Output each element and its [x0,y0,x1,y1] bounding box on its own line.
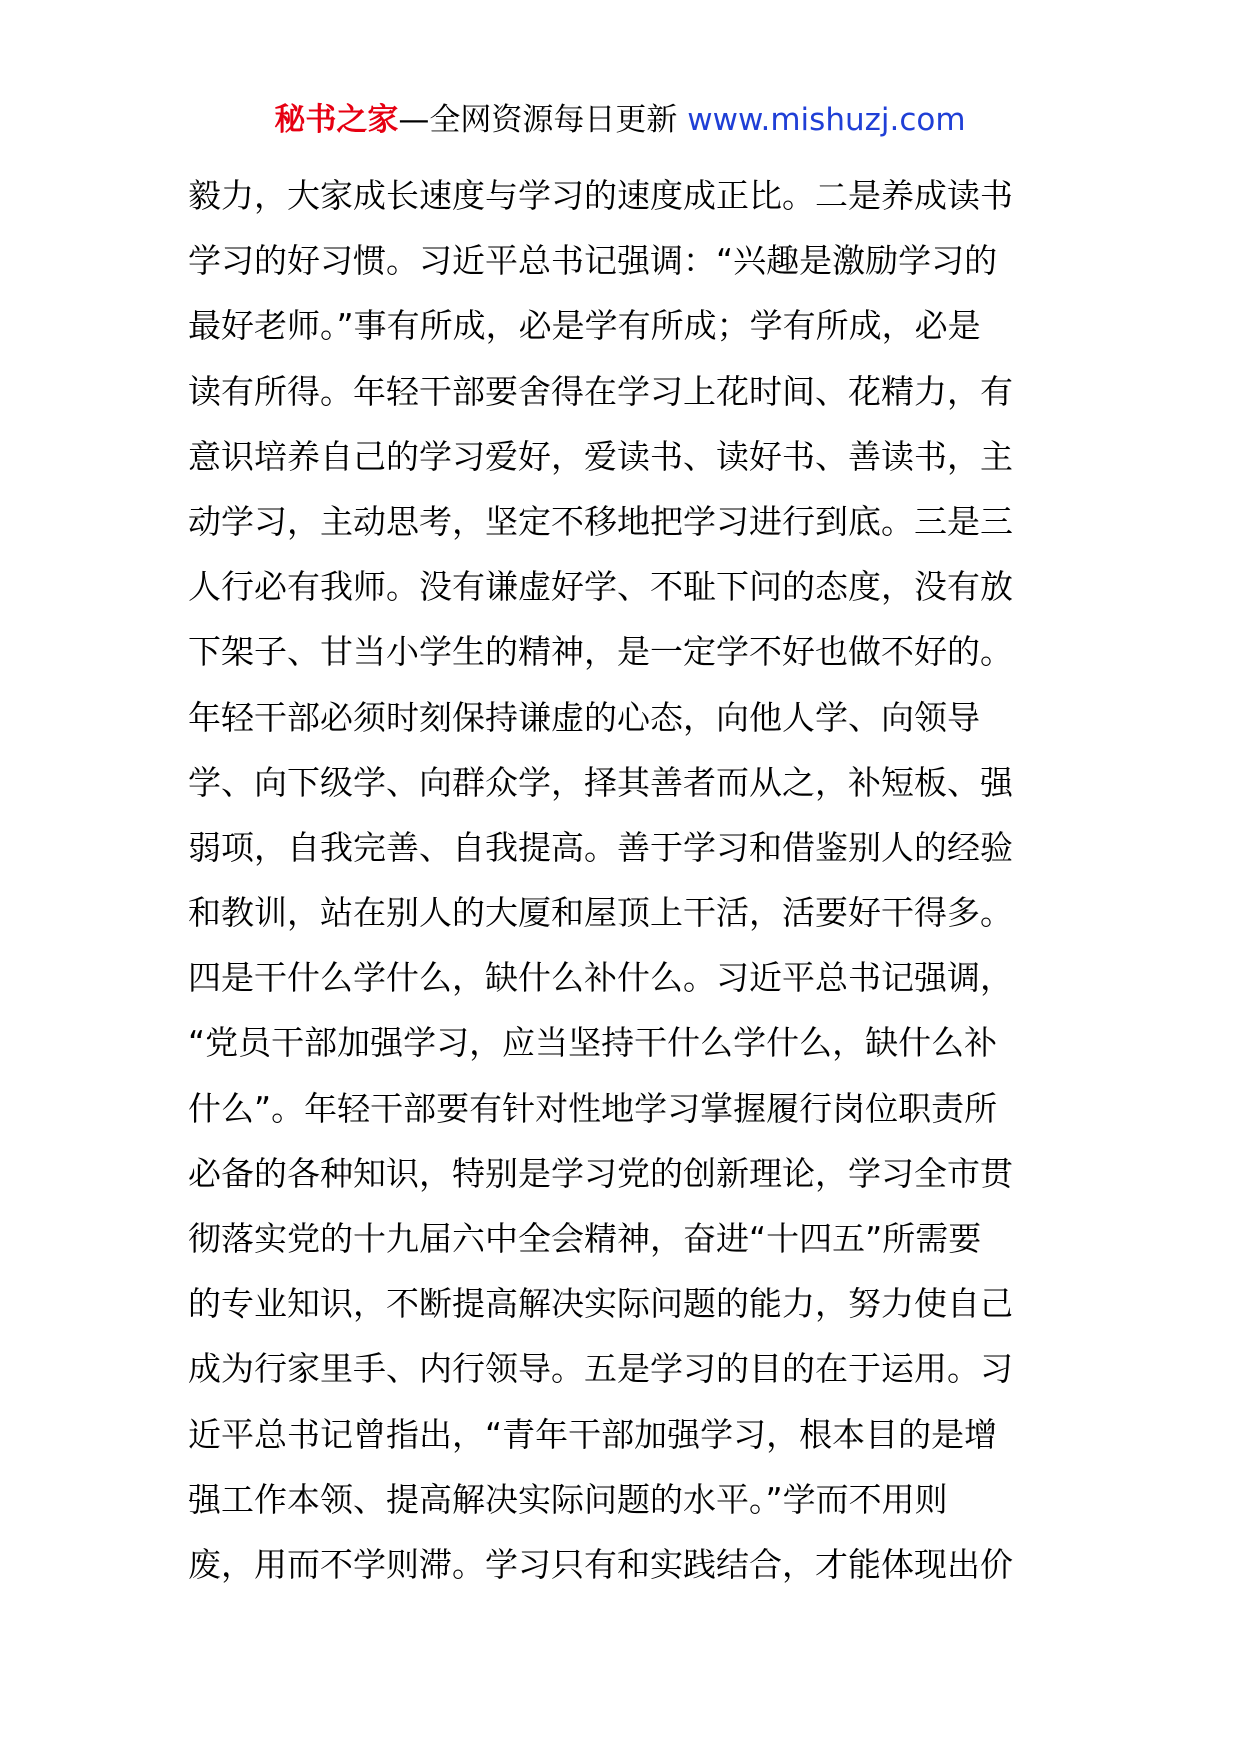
text-line: 最好老师。”事有所成，必是学有所成；学有所成，必是 [188,306,981,346]
text-line: 意识培养自己的学习爱好，爱读书、读好书、善读书，主 [188,436,1013,476]
header-tagline: —全网资源每日更新 [398,102,678,138]
text-line: 学习的好习惯。习近平总书记强调：“兴趣是激励学习的 [188,241,998,281]
text-line: 近平总书记曾指出，“青年干部加强学习，根本目的是增 [188,1414,998,1454]
text-line: 的专业知识，不断提高解决实际问题的能力，努力使自己 [188,1284,1013,1324]
text-line: 彻落实党的十九届六中全会精神，奋进“十四五”所需要 [188,1219,982,1258]
brand-name: 秘书之家 [274,102,399,138]
text-line: 废，用而不学则滞。学习只有和实践结合，才能体现出价 [188,1544,1013,1584]
website-link[interactable]: www.mishuzj.com [687,102,966,138]
text-line: 成为行家里手、内行领导。五是学习的目的在于运用。习 [188,1349,1013,1389]
text-line: 年轻干部必须时刻保持谦虚的心态，向他人学、向领导 [188,697,980,737]
text-line: 强工作本领、提高解决实际问题的水平。”学而不用则 [188,1479,948,1519]
text-line: 毅力，大家成长速度与学习的速度成正比。二是养成读书 [188,176,1013,215]
document-body [188,163,1068,1597]
text-line: 什么”。年轻干部要有针对性地学习掌握履行岗位职责所 [188,1088,998,1128]
text-line: 必备的各种知识，特别是学习党的创新理论，学习全市贯 [188,1153,1013,1193]
text-line: 弱项，自我完善、自我提高。善于学习和借鉴别人的经验 [188,827,1013,867]
text-line: 和教训，站在别人的大厦和屋顶上干活，活要好干得多。 [188,893,1013,933]
text-line: “党员干部加强学习，应当坚持干什么学什么，缺什么补 [188,1023,998,1063]
text-line: 学、向下级学、向群众学，择其善者而从之，补短板、强 [188,762,1013,802]
text-line: 人行必有我师。没有谦虚好学、不耻下问的态度，没有放 [188,567,1013,607]
text-line: 动学习，主动思考，坚定不移地把学习进行到底。三是三 [188,501,1013,541]
text-line: 下架子、甘当小学生的精神，是一定学不好也做不好的。 [188,632,1013,672]
text-line: 读有所得。年轻干部要舍得在学习上花时间、花精力，有 [188,371,1013,411]
page-header [0,100,1240,140]
text-line: 四是干什么学什么，缺什么补什么。习近平总书记强调， [188,958,1013,998]
